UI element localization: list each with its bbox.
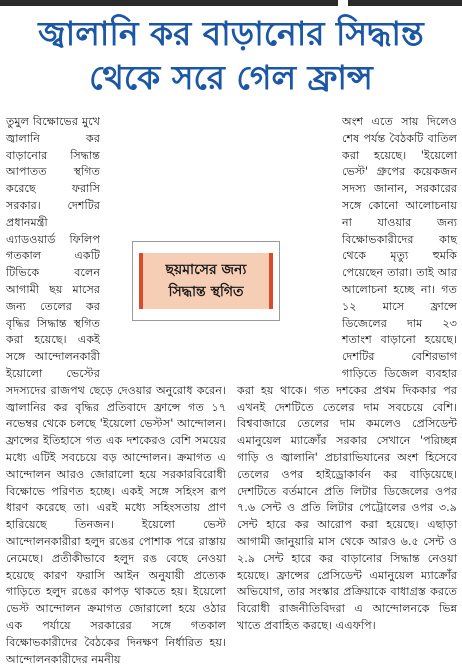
article-column-right (237, 114, 457, 632)
pull-quote-line-2: সিদ্ধান্ত স্থগিত (168, 284, 244, 300)
left-column-text: তুমুল বিক্ষোভের মুখে জ্বালানি কর বাড়ানোর সিদ্ধান্ত আপাতত স্থগিত করেছে ফরাসি সরকার। দেশটির প্রধানমন্ত্রী এ্যাডওয়ার্ড ফিলিপ গতকাল একটি টিভিকে বলেন আগামী ছয় মাসের জন্য তেলের কর বৃদ্ধির সিদ্ধান্ত স্থগিত করা হয়েছে। একই সঙ্গে আন্দোলনকারী ইয়োলো ভেস্টের সদস্যদের রাজপথ ছেড়ে দেওয়ার অনুরোধ করেন। জ্বালানির কর বৃদ্ধির প্রতিবাদে ফ্রান্সে গত ১৭ নভেম্বর থেকে চলছে 'ইয়েলো ভেস্টস' আন্দোলন। ফ্রান্সের ইতিহাসে গত এক দশকেরও বেশি সময়ের মধ্যে এটিই সবচেয়ে বড় আন্দোলন। ক্রমাগত এ আন্দোলন আরও জোরালো হয়ে সরকারবিরোধী বিক্ষোভে পরিণত হচ্ছে। একই সঙ্গে সহিংস রূপ ধারণ করেছে তা। এরই মধ্যে সহিংসতায় প্রাণ হারিয়েছে তিনজন। ইয়েলো ভেস্ট আন্দোলনকারীরা হলুদ রঙের পোশাক পরে রাস্তায় নেমেছে। প্রতীকীভাবে হলুদ রঙ বেছে নেওয়া হয়েছে কারণ ফরাসি আইন অনুযায়ী প্রত্যেক গাড়িতে হলুদ রঙের কাপড় থাকতে হয়। ইয়েলো ভেস্ট আন্দোলন ক্রমাগত জোরালো হয়ে ওঠার এক পর্যায়ে সরকারের সঙ্গে গতকাল বিক্ষোভকারীদের বৈঠকের দিনক্ষণ নির্ধারিত হয়। আন্দোলনকারীদের নমনীয় (6, 115, 226, 666)
headline-line-1: জ্বালানি কর বাড়ানোর সিদ্ধান্ত (38, 14, 424, 53)
headline-line-2: থেকে সরে গেল ফ্রান্স (89, 58, 373, 97)
article-column-left (6, 114, 226, 666)
headline (0, 12, 462, 100)
pull-quote (139, 253, 273, 309)
pull-quote-box (132, 241, 280, 321)
top-rule (0, 0, 462, 6)
top-rule-gap (338, 0, 348, 6)
right-column-text: অংশ এতে সায় দিলেও শেষ পর্যন্ত বৈঠকটি বাতিল করা হয়েছে। 'ইয়েলো ভেস্ট' গ্রুপের কয়েকজন সদস্য জানান, সরকারের সঙ্গে কোনো আলোচনায় না যাওয়ার জন্য বিক্ষোভকারীদের কাছ থেকে মৃত্যু হুমকি পেয়েছেন তারা। তাই আর আলোচনা হচ্ছে না। গত ১২ মাসে ফ্রান্সে ডিজেলের দাম ২৩ শতাংশ বাড়ানো হয়েছে। দেশটির বেশিরভাগ গাড়িতে ডিজেল ব্যবহার করা হয় থাকে। গত দশকের প্রথম দিককার পর এখনই দেশটিতে তেলের দাম সবচেয়ে বেশি। বিশ্ববাজারে তেলের দাম কমলেও প্রেসিডেন্ট এমানুয়েল ম্যাক্রোঁর সরকার সেখানে 'পরিচ্ছন্ন গাড়ি ও জ্বালানি' প্রচারাভিযানের অংশ হিসেবে তেলের ওপর হাইড্রোকার্বন কর বাড়িয়েছে। দেশটিতে বর্তমানে প্রতি লিটার ডিজেলের ওপর ৭.৬ সেন্ট ও প্রতি লিটার পেট্রোলের ওপর ৩.৯ সেন্ট হারে কর আরোপ করা হয়েছে। এছাড়া আগামী জানুয়ারি মাস থেকে আরও ৬.৫ সেন্ট ও ২.৯ সেন্ট হারে কর বাড়ানোর সিদ্ধান্ত নেওয়া হয়েছে। ফ্রান্সের প্রেসিডেন্ট এমানুয়েল ম্যাক্রোঁর অভিযোগ, তার সংস্কার প্রক্রিয়াকে বাধাগ্রস্ত করতে বিরোধী রাজনীতিবিদরা এ আন্দোলনকে ভিন্ন খাতে প্রবাহিত করছে। এএফপি। (237, 115, 457, 632)
pull-quote-line-1: ছয়মাসের জন্য (165, 262, 247, 278)
